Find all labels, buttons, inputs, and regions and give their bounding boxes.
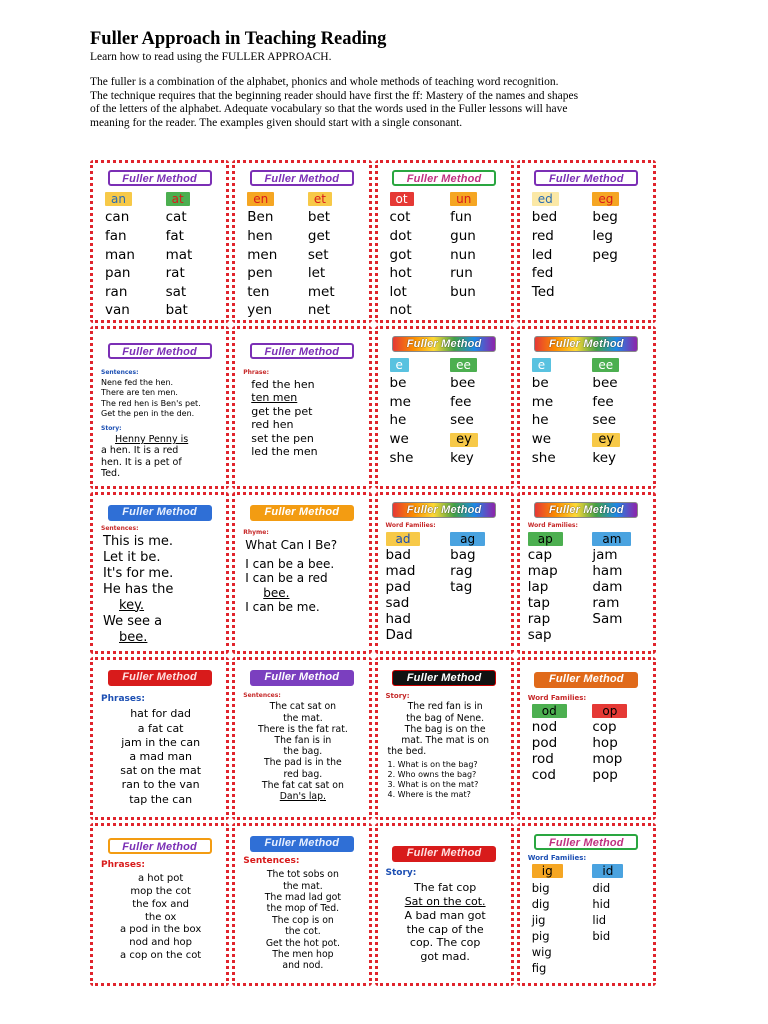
fuller-method-banner: Fuller Method xyxy=(250,505,354,521)
fuller-method-banner: Fuller Method xyxy=(392,502,496,518)
phrase: ten men xyxy=(251,391,298,405)
question: 2. Who owns the bag? xyxy=(387,770,477,780)
sentence: Let it be. xyxy=(103,549,161,565)
family-chip: ey xyxy=(450,433,478,447)
card-e-ee-1 xyxy=(375,326,514,489)
question: 1. What is on the bag? xyxy=(387,760,478,770)
word: bid xyxy=(592,928,611,943)
question-list xyxy=(384,760,505,800)
phrase: fed the hen xyxy=(251,377,315,391)
word: fed xyxy=(531,265,554,282)
word: ram xyxy=(592,595,620,612)
story-text xyxy=(384,881,505,964)
document-header xyxy=(90,28,710,130)
rhyme-line: I can be a red xyxy=(245,571,328,586)
word: ham xyxy=(592,563,623,580)
word: bag xyxy=(450,547,476,564)
sentence: the cot. xyxy=(285,926,321,938)
section-label: Sentences: xyxy=(101,524,139,532)
family-chip: e xyxy=(532,358,551,372)
word: ten xyxy=(247,283,270,300)
card-ed-eg xyxy=(517,160,656,323)
section-label: Word Families: xyxy=(527,521,578,529)
section-label: Story: xyxy=(101,424,122,432)
story-line: got mad. xyxy=(420,950,470,964)
family-chip: ad xyxy=(386,532,421,546)
word: sap xyxy=(527,627,552,644)
sentence: It's for me. xyxy=(103,565,174,581)
sentence: Get the pen in the den. xyxy=(101,409,195,419)
sentence: There is the fat rat. xyxy=(257,723,348,735)
intro-line: meaning for the reader. The examples given should start with a single consonant. xyxy=(90,116,463,129)
card-en-et xyxy=(232,160,371,323)
word-family-table xyxy=(384,356,505,468)
fuller-method-banner: Fuller Method xyxy=(108,505,212,521)
word: men xyxy=(247,246,278,263)
fuller-method-banner: Fuller Method xyxy=(534,502,638,518)
word: mat xyxy=(165,246,193,263)
word: map xyxy=(527,563,558,580)
phrase-list xyxy=(99,873,220,963)
story-line: the bed. xyxy=(387,746,427,758)
word: Ben xyxy=(247,209,274,226)
story-text xyxy=(99,434,220,480)
rhyme-line: I can be me. xyxy=(245,600,320,615)
word: he xyxy=(389,412,407,429)
word: key xyxy=(450,449,474,466)
word: bee xyxy=(450,375,476,392)
word: see xyxy=(592,412,617,429)
word: set xyxy=(307,246,329,263)
sentence: key. xyxy=(119,597,145,613)
card-story-fan xyxy=(375,657,514,820)
word: we xyxy=(389,430,409,447)
sentence: bee. xyxy=(119,629,148,645)
card-ad-ag xyxy=(375,492,514,655)
sentence: The fan is in xyxy=(274,735,332,746)
phrase: a fat cat xyxy=(137,721,184,735)
rhyme-title: What Can I Be? xyxy=(245,537,338,552)
word-family-table xyxy=(384,531,505,644)
intro-line: The technique requires that the beginning reader should have first the ff: Mastery of the names and shapes xyxy=(90,89,579,102)
word-family-table xyxy=(241,190,362,320)
word: beg xyxy=(592,209,618,226)
word: did xyxy=(592,880,611,895)
word: ran xyxy=(105,283,128,300)
word: lid xyxy=(592,912,607,927)
card-phrases-at xyxy=(90,657,229,820)
page-subtitle: Learn how to read using the FULLER APPROACH. xyxy=(90,51,332,63)
family-chip: ig xyxy=(532,864,563,878)
family-chip: ot xyxy=(390,192,414,206)
word: got xyxy=(389,246,412,263)
sentence: The red hen is Ben's pet. xyxy=(101,398,201,408)
family-chip: id xyxy=(592,864,623,878)
word: jam xyxy=(592,547,618,564)
word: peg xyxy=(592,246,618,263)
family-chip: an xyxy=(105,192,132,206)
family-chip: en xyxy=(247,192,274,206)
word: me xyxy=(389,393,411,410)
word: Sam xyxy=(592,611,623,628)
word: fig xyxy=(531,960,547,975)
phrase-list xyxy=(99,707,220,806)
word: yen xyxy=(247,302,273,319)
word: dam xyxy=(592,579,623,596)
fuller-method-banner: Fuller Method xyxy=(392,170,496,186)
card-sentences-ot xyxy=(232,823,371,986)
word: nod xyxy=(531,718,558,735)
word: not xyxy=(389,302,412,319)
phrase: nod and hop xyxy=(129,937,193,949)
word: cat xyxy=(165,209,187,226)
phrase: get the pet xyxy=(251,404,313,418)
fuller-method-banner: Fuller Method xyxy=(108,670,212,686)
fuller-method-banner: Fuller Method xyxy=(534,834,638,850)
family-chip: un xyxy=(450,192,477,206)
sentence-list xyxy=(99,378,220,420)
family-chip: op xyxy=(592,704,627,718)
section-label: Sentences: xyxy=(101,368,139,376)
family-chip: eg xyxy=(592,192,619,206)
story-line: a hen. It is a red xyxy=(101,445,179,457)
story-line: The fat cop xyxy=(414,881,477,895)
intro-line: of the letters of the alphabet. Adequate vocabulary so that the words used in the Fuller lessons will have xyxy=(90,103,568,115)
sentence: the bag. xyxy=(283,746,323,758)
sentence: This is me. xyxy=(103,533,174,549)
word: fee xyxy=(450,393,472,410)
sentence: the mat. xyxy=(283,712,323,724)
word: cod xyxy=(531,766,557,783)
sentence: The mad lad got xyxy=(264,892,341,903)
sentence: red bag. xyxy=(283,768,323,780)
word: Dad xyxy=(385,627,413,644)
phrase: a cop on the cot xyxy=(120,949,202,961)
word: cot xyxy=(389,209,411,226)
word: bad xyxy=(385,547,411,564)
story-line: The bag is on the xyxy=(404,723,486,735)
word: tag xyxy=(450,579,473,596)
family-chip: at xyxy=(166,192,190,206)
sentence-list xyxy=(241,701,362,802)
word: see xyxy=(450,412,474,429)
word: bed xyxy=(531,209,558,226)
intro-paragraph xyxy=(90,76,710,130)
word: pod xyxy=(531,734,558,751)
fuller-method-banner: Fuller Method xyxy=(392,336,496,352)
rhyme-lines xyxy=(241,557,362,615)
phrase: the ox xyxy=(144,911,177,923)
sentence: the mop of Ted. xyxy=(266,903,340,915)
word: lap xyxy=(527,579,549,596)
sentence: Nene fed the hen. xyxy=(101,377,174,387)
fuller-method-banner: Fuller Method xyxy=(108,343,212,359)
story-line: The red fan is in xyxy=(407,701,483,713)
word: red xyxy=(531,227,554,244)
word: bat xyxy=(165,302,188,319)
word: net xyxy=(307,302,331,319)
word: van xyxy=(105,302,130,319)
family-chip: ap xyxy=(528,532,563,546)
word: pig xyxy=(531,928,550,943)
word: be xyxy=(389,375,407,392)
word: man xyxy=(105,246,135,263)
rhyme-line: I can be a bee. xyxy=(245,556,335,571)
question: 4. Where is the mat? xyxy=(387,790,471,800)
story-line: A bad man got xyxy=(404,908,486,922)
fuller-method-banner: Fuller Method xyxy=(250,670,354,686)
story-line: cop. The cop xyxy=(409,936,481,950)
word: tap xyxy=(527,595,550,612)
phrase: set the pen xyxy=(251,431,314,445)
sentence: Dan's lap. xyxy=(279,791,326,803)
word: key xyxy=(592,449,617,466)
card-ap-am xyxy=(517,492,656,655)
word: dig xyxy=(531,896,550,911)
story-text xyxy=(384,701,505,757)
sentence: The cat sat on xyxy=(269,701,337,713)
word: get xyxy=(307,227,331,244)
sentence: He has the xyxy=(103,581,174,597)
word: Ted xyxy=(531,283,555,300)
story-line: the bag of Nene. xyxy=(406,712,485,724)
word: fee xyxy=(592,393,614,410)
word: jig xyxy=(531,912,546,927)
phrase: sat on the mat xyxy=(120,764,202,778)
phrase: red hen xyxy=(251,418,294,432)
story-line: mat. The mat is on xyxy=(401,735,490,746)
sentence: There are ten men. xyxy=(101,388,178,398)
fuller-method-banner: Fuller Method xyxy=(534,170,638,186)
word: nun xyxy=(450,246,476,263)
word: gun xyxy=(450,227,476,244)
fuller-method-banner: Fuller Method xyxy=(392,670,496,686)
card-rhyme xyxy=(232,492,371,655)
family-chip: ey xyxy=(592,433,620,447)
word-family-table xyxy=(526,190,647,302)
word: fat xyxy=(165,227,184,244)
word: pen xyxy=(247,265,273,282)
family-chip: et xyxy=(308,192,332,206)
card-story-cop xyxy=(375,823,514,986)
flashcard-grid xyxy=(90,160,656,986)
card-phrases-ot xyxy=(90,823,229,986)
word-family-table xyxy=(526,356,647,468)
word: cap xyxy=(527,547,553,564)
card-an-at xyxy=(90,160,229,323)
phrase: a pod in the box xyxy=(119,924,202,936)
sentence-list xyxy=(241,869,362,972)
family-chip: e xyxy=(390,358,409,372)
phrase: led the men xyxy=(251,445,318,459)
word: run xyxy=(450,265,473,282)
word: she xyxy=(389,449,414,466)
word: dot xyxy=(389,227,412,244)
word: hop xyxy=(592,734,618,751)
section-label: Sentences: xyxy=(243,692,281,700)
story-line: Ted. xyxy=(101,468,121,480)
section-label: Word Families: xyxy=(527,854,587,863)
word: be xyxy=(531,375,549,392)
fuller-method-banner: Fuller Method xyxy=(534,336,638,352)
family-chip: ed xyxy=(532,192,559,206)
word: cop xyxy=(592,718,617,735)
word-family-table xyxy=(99,190,220,320)
word: he xyxy=(531,412,549,429)
word: led xyxy=(531,246,553,263)
word: fan xyxy=(105,227,127,244)
card-ig-id xyxy=(517,823,656,986)
sentence: The fat cat sat on xyxy=(261,779,344,791)
card-ot-un xyxy=(375,160,514,323)
sentence-list xyxy=(99,534,220,646)
word: rap xyxy=(527,611,551,628)
word: pop xyxy=(592,766,618,783)
word: big xyxy=(531,880,550,895)
family-chip: ee xyxy=(450,358,477,372)
section-label: Phrases: xyxy=(101,860,145,871)
sentence: The pad is in the xyxy=(263,757,342,769)
page-title: Fuller Approach in Teaching Reading xyxy=(90,29,387,49)
word: leg xyxy=(592,227,614,244)
word: pan xyxy=(105,265,131,282)
word: wig xyxy=(531,944,552,959)
word: sad xyxy=(385,595,410,612)
word: fun xyxy=(450,209,472,226)
story-line: the cap of the xyxy=(406,922,484,936)
word: hot xyxy=(389,265,412,282)
word: she xyxy=(531,449,556,466)
word: sat xyxy=(165,283,187,300)
fuller-method-banner: Fuller Method xyxy=(250,170,354,186)
section-label: Story: xyxy=(385,692,410,701)
word: can xyxy=(105,209,130,226)
family-chip: ag xyxy=(450,532,485,546)
word: met xyxy=(307,283,335,300)
word: rag xyxy=(450,563,473,580)
word: bun xyxy=(450,283,476,300)
phrase-list xyxy=(241,378,362,459)
family-chip: od xyxy=(532,704,567,718)
fuller-method-banner: Fuller Method xyxy=(250,836,354,852)
sentence: The men hop xyxy=(272,949,334,961)
phrase: a mad man xyxy=(129,750,192,763)
card-sentences-hen xyxy=(90,326,229,489)
word-family-table xyxy=(526,531,647,644)
card-e-ee-2 xyxy=(517,326,656,489)
question: 3. What is on the mat? xyxy=(387,780,479,790)
phrase: jam in the can xyxy=(121,735,201,749)
word: bee xyxy=(592,375,618,392)
intro-line: The fuller is a combination of the alphabet, phonics and whole methods of teaching word recognition. xyxy=(90,76,559,88)
card-sentences-at xyxy=(232,657,371,820)
section-label: Sentences: xyxy=(243,856,300,867)
card-phrases-en xyxy=(232,326,371,489)
family-chip: ee xyxy=(592,358,619,372)
section-label: Rhyme: xyxy=(243,528,269,536)
fuller-method-banner: Fuller Method xyxy=(392,846,496,862)
phrase: hat for dad xyxy=(130,707,192,721)
word: lot xyxy=(389,283,407,300)
rhyme-line: bee. xyxy=(263,585,290,600)
phrase: tap the can xyxy=(129,792,193,806)
story-line: hen. It is a pet of xyxy=(101,456,182,468)
word: me xyxy=(531,393,554,410)
word: had xyxy=(385,611,411,628)
word-family-table xyxy=(526,703,647,783)
card-od-op xyxy=(517,657,656,820)
phrase: ran to the van xyxy=(121,778,200,792)
word: mop xyxy=(592,750,623,767)
sentence: We see a xyxy=(103,613,163,629)
word: rat xyxy=(165,265,185,282)
word: mad xyxy=(385,563,416,580)
sentence: The cop is on xyxy=(271,914,334,926)
section-label: Story: xyxy=(385,868,417,879)
word: hen xyxy=(247,227,273,244)
sentence: the mat. xyxy=(283,880,323,892)
sentence: and nod. xyxy=(282,960,324,972)
word: hid xyxy=(592,896,611,911)
card-sentences-me xyxy=(90,492,229,655)
sentence: Get the hot pot. xyxy=(265,937,340,949)
phrase: the fox and xyxy=(132,898,190,910)
fuller-method-banner: Fuller Method xyxy=(534,672,638,688)
word-family-table xyxy=(384,190,505,320)
section-label: Phrase: xyxy=(243,368,269,376)
section-label: Phrases: xyxy=(101,694,145,705)
sentence: The tot sobs on xyxy=(266,869,339,881)
word: pad xyxy=(385,579,411,596)
phrase: mop the cot xyxy=(130,885,191,897)
story-line: Henny Penny is xyxy=(115,433,189,445)
phrase: a hot pot xyxy=(138,873,184,885)
fuller-method-banner: Fuller Method xyxy=(250,343,354,359)
story-line: Sat on the cot. xyxy=(404,894,486,908)
fuller-method-banner: Fuller Method xyxy=(108,170,212,186)
fuller-method-banner: Fuller Method xyxy=(108,838,212,854)
word-family-table xyxy=(526,863,647,976)
word: bet xyxy=(307,209,331,226)
word: we xyxy=(531,430,552,447)
section-label: Word Families: xyxy=(527,694,587,703)
section-label: Word Families: xyxy=(385,521,436,529)
word: let xyxy=(307,265,326,282)
word: rod xyxy=(531,750,554,767)
family-chip: am xyxy=(592,532,631,546)
